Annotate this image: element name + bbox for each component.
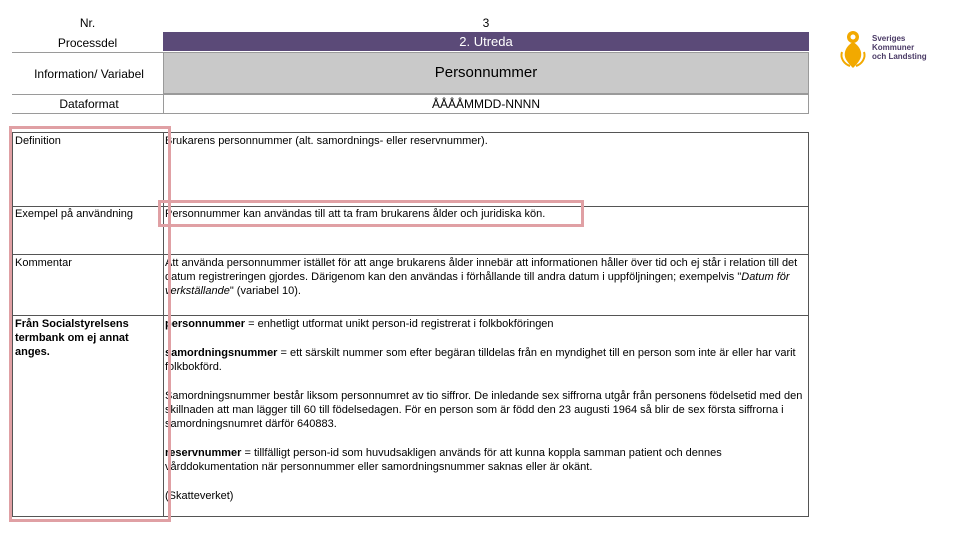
variable-label: Information/ Variabel xyxy=(34,67,144,81)
processdel-value: 2. Utreda xyxy=(163,32,809,51)
comment-text xyxy=(165,256,805,298)
skl-logo xyxy=(838,28,938,70)
dataformat-label: Dataformat xyxy=(59,97,119,111)
example-text: Personnummer kan användas till att ta fram brukarens ålder och juridiska kön. xyxy=(165,208,546,220)
divider xyxy=(12,94,163,95)
processdel-label: Processdel xyxy=(57,36,118,50)
termbank-paragraph xyxy=(165,446,805,474)
nr-label: Nr. xyxy=(79,16,96,30)
dataformat-value: ÅÅÅÅMMDD-NNNN xyxy=(163,94,809,114)
example-text-highlight xyxy=(158,200,584,227)
example-label: Exempel på användning xyxy=(15,208,134,220)
divider xyxy=(12,52,163,53)
comment-text-b: " (variabel 10). xyxy=(229,285,301,297)
term-samordningsnummer-def: = ett särskilt nummer som efter begäran tilldelas från en myndighet till en person som inte är eller har varit folkbokförd. xyxy=(165,347,796,373)
termbank-label: Från Socialstyrelsens termbank om ej annat anges. xyxy=(15,318,129,358)
logo-line1: Sveriges xyxy=(872,34,906,43)
term-reservnummer: reservnummer xyxy=(165,447,242,459)
variable-value: Personnummer xyxy=(163,52,809,94)
termbank-text xyxy=(165,317,805,518)
divider xyxy=(12,113,163,114)
comment-label: Kommentar xyxy=(15,257,72,269)
logo-emblem-icon xyxy=(838,28,870,70)
termbank-paragraph: Samordningsnummer består liksom personnumret av tio siffror. De inledande sex siffrorna utgår från personens födelsetid med den skillnaden att man lägger till 60 till födelsedagen. För en person som är född den 23 augusti 1964 så blir de sex första siffrorna i samordningsnumret därför 640883. xyxy=(165,390,803,430)
logo-line3: och Landsting xyxy=(872,52,927,61)
comment-text-italic: Datum för verkställande xyxy=(165,271,790,297)
definition-label: Definition xyxy=(15,135,61,147)
logo-line2: Kommuner xyxy=(872,43,915,52)
nr-value: 3 xyxy=(482,16,490,30)
definition-text: Brukarens personnummer (alt. samordnings- eller reservnummer). xyxy=(165,135,488,147)
termbank-paragraph xyxy=(165,346,805,374)
term-personnummer-def: = enhetligt utformat unikt person-id registrerat i folkbokföringen xyxy=(245,318,554,330)
term-personnummer: personnummer xyxy=(165,318,246,330)
term-samordningsnummer: samordningsnummer xyxy=(165,347,278,359)
label-column-highlight xyxy=(9,126,171,522)
termbank-paragraph xyxy=(165,317,805,331)
comment-text-a: Att använda personnummer istället för att ange brukarens ålder innebär att informationen håller över tid och ej står i relation till det datum registreringen gjordes. Därigenom kan den användas i förhållande till andra datum i uppföljningen; exempelvis " xyxy=(165,257,798,283)
termbank-source: (Skatteverket) xyxy=(165,490,234,502)
term-reservnummer-def: = tillfälligt person-id som huvudsakligen används för att kunna koppla samman patient och dennes vårddokumentation när personnummer eller samordningsnummer saknas eller är okänt. xyxy=(165,447,722,473)
